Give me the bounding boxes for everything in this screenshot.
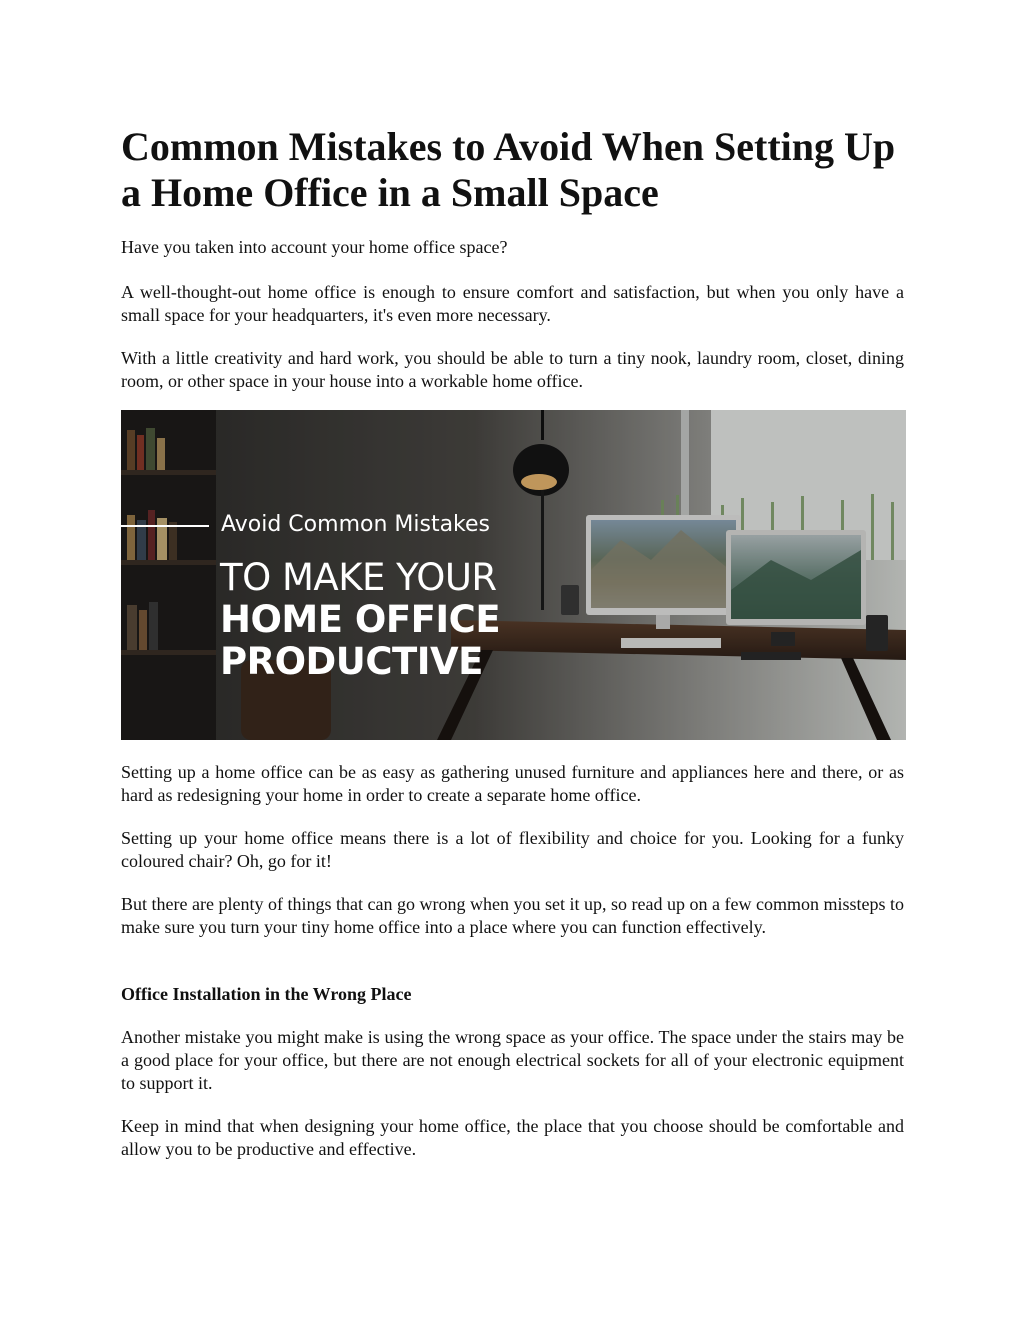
section-subheading: Office Installation in the Wrong Place: [121, 984, 412, 1004]
hero-rule: [121, 525, 209, 527]
paragraph-7: Another mistake you might make is using the wrong space as your office. The space under the stairs may be a good place for your office, but there are not enough electrical sockets for all of your electronic equipment to support it.: [121, 1027, 904, 1093]
paragraph-2: A well-thought-out home office is enough to ensure comfort and satisfaction, but when you only have a small space for your headquarters, it's even more necessary.: [121, 282, 904, 325]
hero-image: [121, 410, 906, 740]
paragraph-5: Setting up your home office means there is a lot of flexibility and choice for you. Looking for a funky coloured chair? Oh, go for it!: [121, 828, 904, 871]
hero-tagline: Avoid Common Mistakes: [221, 512, 491, 537]
article-title: Common Mistakes to Avoid When Setting Up a Home Office in a Small Space: [121, 124, 896, 215]
paragraph-6: But there are plenty of things that can go wrong when you set it up, so read up on a few common missteps to make sure you turn your tiny home office into a place where you can function effectively.: [121, 894, 904, 937]
paragraph-4: Setting up a home office can be as easy as gathering unused furniture and appliances here and there, or as hard as redesigning your home in order to create a separate home office.: [121, 762, 904, 805]
hero-heading-line-1: TO MAKE YOUR: [220, 556, 497, 599]
paragraph-8: Keep in mind that when designing your home office, the place that you choose should be comfortable and allow you to be productive and effective.: [121, 1116, 904, 1159]
paragraph-3: With a little creativity and hard work, you should be able to turn a tiny nook, laundry room, closet, dining room, or other space in your house into a workable home office.: [121, 348, 904, 391]
hero-heading-line-2: HOME OFFICE: [220, 598, 501, 641]
intro-paragraph: Have you taken into account your home office space?: [121, 237, 508, 257]
hero-heading-line-3: PRODUCTIVE: [220, 640, 483, 683]
